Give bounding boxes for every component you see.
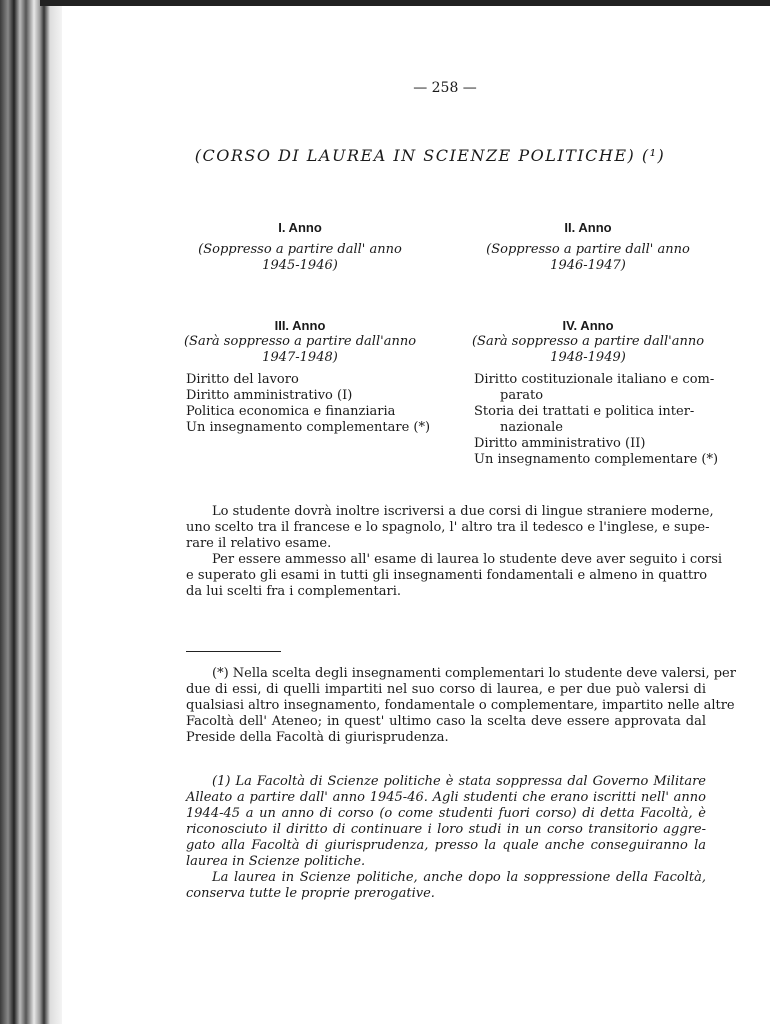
footnote-one-line: conserva tutte le proprie prerogative. bbox=[186, 886, 435, 901]
page-title: (CORSO DI LAUREA IN SCIENZE POLITICHE) (¹) bbox=[194, 146, 666, 165]
footnote-one-line: laurea in Scienze politiche. bbox=[186, 854, 366, 869]
year-4-heading: IV. Anno bbox=[562, 318, 614, 333]
book-binding-edge bbox=[0, 0, 62, 1024]
course-item: Un insegnamento complementare (*) bbox=[186, 420, 431, 435]
footnote-star-line: Preside della Facoltà di giurisprudenza. bbox=[186, 730, 449, 745]
course-item: Storia dei trattati e politica inter- bbox=[474, 404, 695, 419]
footnote-star-line: qualsiasi altro insegnamento, fondamentale o complementare, impartito nelle altre bbox=[186, 698, 735, 713]
body-line: Lo studente dovrà inoltre iscriversi a due corsi di lingue straniere moderne, bbox=[212, 504, 714, 519]
footnote-one-line: 1944-45 a un anno di corso (o come studenti fuori corso) di detta Facoltà, è bbox=[186, 806, 706, 821]
footnote-star-line: Facoltà dell' Ateneo; in quest' ultimo caso la scelta deve essere approvata dal bbox=[186, 714, 706, 729]
course-item: Diritto amministrativo (II) bbox=[474, 436, 646, 451]
year-3-heading: III. Anno bbox=[274, 318, 326, 333]
course-item: Diritto costituzionale italiano e com- bbox=[474, 372, 715, 387]
page-number: — 258 — bbox=[413, 80, 477, 96]
course-item: Un insegnamento complementare (*) bbox=[474, 452, 719, 467]
year-4-note: 1948-1949) bbox=[550, 350, 626, 365]
year-2-heading: II. Anno bbox=[564, 220, 612, 235]
body-line: da lui scelti fra i complementari. bbox=[186, 584, 402, 599]
year-2-note: (Soppresso a partire dall' anno bbox=[486, 242, 690, 257]
footnote-star-line: due di essi, di quelli impartiti nel suo corso di laurea, e per due può valersi di bbox=[186, 682, 706, 697]
year-4-note: (Sarà soppresso a partire dall'anno bbox=[471, 334, 705, 349]
year-1-note: (Soppresso a partire dall' anno bbox=[198, 242, 402, 257]
footnote-one-line: (1) La Facoltà di Scienze politiche è stata soppressa dal Governo Militare bbox=[212, 774, 706, 789]
footnote-one-line: La laurea in Scienze politiche, anche dopo la soppressione della Facoltà, bbox=[212, 870, 706, 885]
footnote-star-line: (*) Nella scelta degli insegnamenti complementari lo studente deve valersi, per bbox=[212, 666, 736, 681]
body-line: rare il relativo esame. bbox=[186, 536, 332, 551]
course-item: Politica economica e finanziaria bbox=[186, 404, 396, 419]
course-item: parato bbox=[500, 388, 544, 403]
footnote-one-line: Alleato a partire dall' anno 1945-46. Agli studenti che erano iscritti nell' anno bbox=[186, 790, 706, 805]
year-1-note: 1945-1946) bbox=[262, 258, 338, 273]
footnote-separator bbox=[186, 651, 281, 652]
body-line: Per essere ammesso all' esame di laurea lo studente deve aver seguito i corsi bbox=[212, 552, 723, 567]
page-top-edge bbox=[40, 0, 770, 6]
year-3-note: 1947-1948) bbox=[262, 350, 338, 365]
year-1-heading: I. Anno bbox=[278, 220, 322, 235]
body-line: e superato gli esami in tutti gli insegnamenti fondamentali e almeno in quattro bbox=[186, 568, 708, 583]
course-item: Diritto amministrativo (I) bbox=[186, 388, 353, 403]
body-line: uno scelto tra il francese e lo spagnolo, l' altro tra il tedesco e l'inglese, e supe- bbox=[186, 520, 710, 535]
course-item: Diritto del lavoro bbox=[186, 372, 299, 387]
footnote-one-line: gato alla Facoltà di giurisprudenza, presso la quale anche conseguiranno la bbox=[186, 838, 706, 853]
year-2-note: 1946-1947) bbox=[550, 258, 626, 273]
year-3-note: (Sarà soppresso a partire dall'anno bbox=[183, 334, 417, 349]
course-item: nazionale bbox=[500, 420, 563, 435]
footnote-one-line: riconosciuto il diritto di continuare i loro studi in un corso transitorio aggre- bbox=[186, 822, 706, 837]
